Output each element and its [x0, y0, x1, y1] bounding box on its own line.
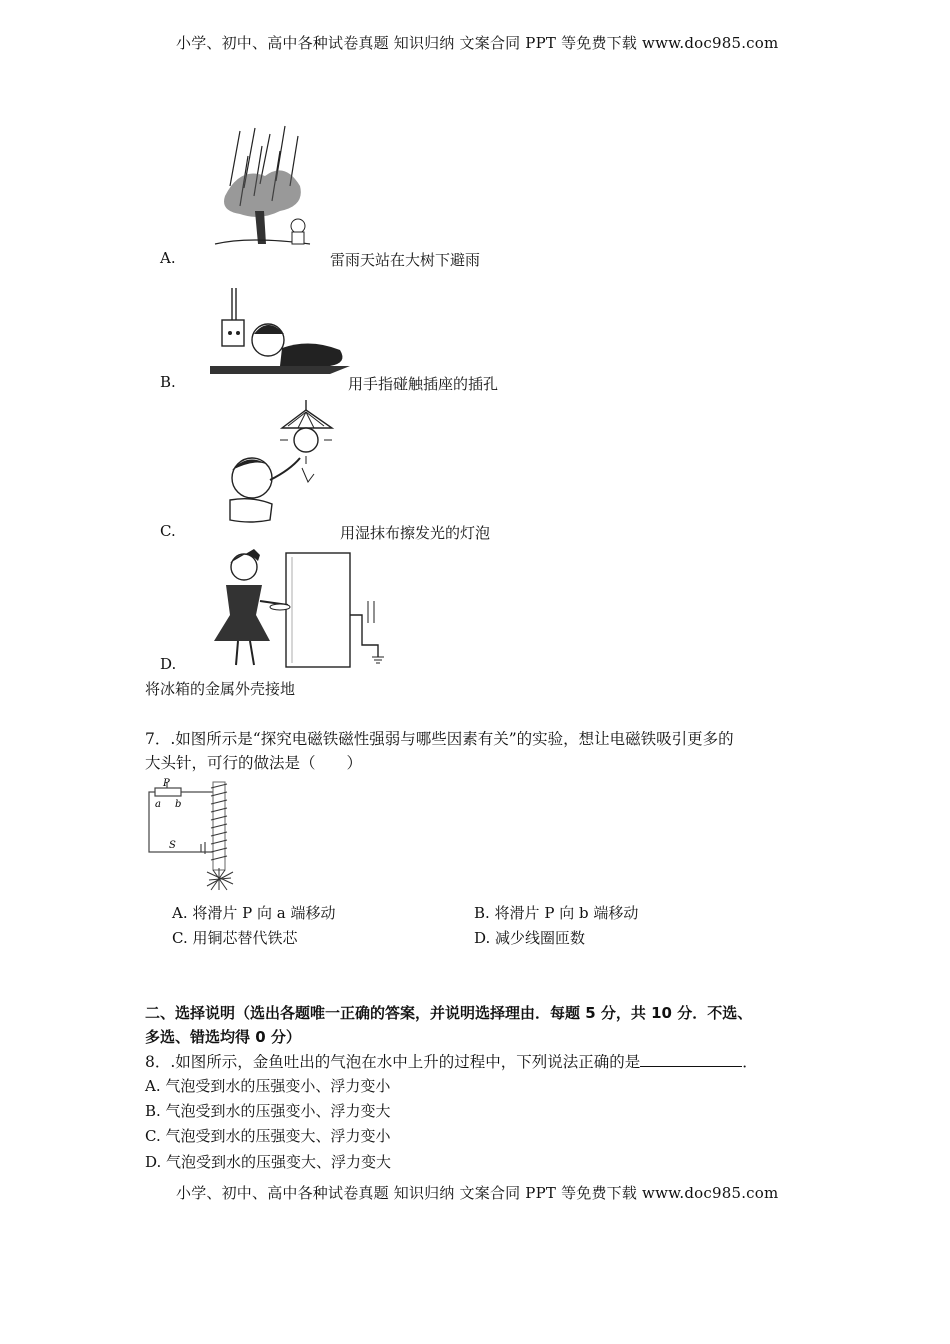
- q7-option-b: B. 将滑片 P 向 b 端移动: [474, 904, 639, 922]
- page-header: 小学、初中、高中各种试卷真题 知识归纳 文案合同 PPT 等免费下载 www.doc985.com: [176, 34, 779, 52]
- boy-socket-illustration: [210, 288, 350, 374]
- q6-option-d-letter: D.: [160, 655, 177, 673]
- q7-option-a: A. 将滑片 P 向 a 端移动: [172, 904, 336, 922]
- q6-option-b-letter: B.: [160, 373, 176, 391]
- q7-stem-line2: 大头针，可行的做法是（ ）: [145, 754, 363, 772]
- q7-stem-line1: 7．.如图所示是“探究电磁铁磁性强弱与哪些因素有关”的实验，想让电磁铁吸引更多的: [145, 730, 734, 748]
- tree-storm-illustration: [210, 126, 330, 251]
- q8-stem: [145, 1050, 758, 1072]
- q6-option-b-text: 用手指碰触插座的插孔: [348, 375, 499, 393]
- electromagnet-circuit-figure: [143, 776, 253, 894]
- q8-option-a: A. 气泡受到水的压强变小、浮力变小: [145, 1077, 391, 1095]
- q6-option-a-text: 雷雨天站在大树下避雨: [330, 251, 481, 269]
- q8-stem-end: ．: [742, 1053, 758, 1071]
- girl-fridge-illustration: [210, 545, 390, 670]
- q8-answer-blank: [640, 1054, 742, 1067]
- page-footer: 小学、初中、高中各种试卷真题 知识归纳 文案合同 PPT 等免费下载 www.doc985.com: [176, 1184, 779, 1202]
- figure-label-p: P: [163, 778, 170, 789]
- figure-label-a: a: [155, 799, 161, 810]
- figure-label-s: S: [169, 840, 176, 851]
- q7-option-d: D. 减少线圈匝数: [474, 929, 586, 947]
- q8-option-d: D. 气泡受到水的压强变大、浮力变大: [145, 1153, 392, 1171]
- section2-heading-line1: 二、选择说明（选出各题唯一正确的答案，并说明选择理由．每题 5 分，共 10 分．不选、: [145, 1004, 753, 1022]
- q6-option-c-text: 用湿抹布擦发光的灯泡: [340, 524, 491, 542]
- q8-option-b: B. 气泡受到水的压强变小、浮力变大: [145, 1102, 391, 1120]
- figure-label-b: b: [175, 799, 182, 810]
- q6-option-c-letter: C.: [160, 522, 176, 540]
- q6-option-d-text: 将冰箱的金属外壳接地: [145, 680, 296, 698]
- q6-option-a-letter: A.: [160, 249, 176, 267]
- kid-bulb-illustration: [210, 400, 350, 528]
- q7-option-c: C. 用铜芯替代铁芯: [172, 929, 298, 947]
- q8-option-c: C. 气泡受到水的压强变大、浮力变小: [145, 1127, 391, 1145]
- q8-stem-text: 8．.如图所示，金鱼吐出的气泡在水中上升的过程中，下列说法正确的是: [145, 1053, 641, 1071]
- section2-heading-line2: 多选、错选均得 0 分）: [145, 1028, 301, 1046]
